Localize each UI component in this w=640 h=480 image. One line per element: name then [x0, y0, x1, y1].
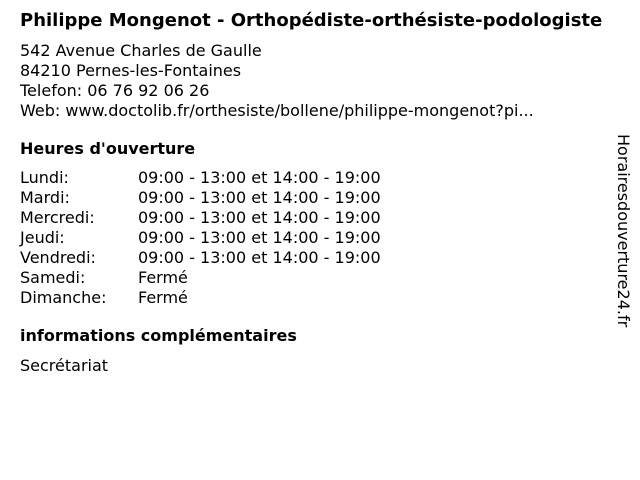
- hours-row-sunday: [20, 288, 606, 308]
- day-label: Samedi:: [20, 268, 86, 287]
- hours-row-wednesday: [20, 208, 606, 228]
- city-address: 84210 Pernes-les-Fontaines: [20, 61, 242, 80]
- listing-card: [20, 0, 606, 376]
- page-title: Philippe Mongenot - Orthopédiste-orthésiste-podologiste: [20, 10, 603, 31]
- site-watermark: Horairesdouverture24.fr: [614, 134, 633, 328]
- day-label: Mardi:: [20, 188, 70, 207]
- hours-row-tuesday: [20, 188, 606, 208]
- additional-info-heading: informations complémentaires: [20, 326, 297, 345]
- contact-block: [20, 41, 606, 121]
- street-address: 542 Avenue Charles de Gaulle: [20, 41, 262, 60]
- day-label: Dimanche:: [20, 288, 107, 307]
- hours-row-thursday: [20, 228, 606, 248]
- time-range: 09:00 - 13:00 et 14:00 - 19:00: [138, 168, 381, 187]
- day-label: Mercredi:: [20, 208, 95, 227]
- time-range: Fermé: [138, 288, 188, 307]
- time-range: 09:00 - 13:00 et 14:00 - 19:00: [138, 188, 381, 207]
- time-range: 09:00 - 13:00 et 14:00 - 19:00: [138, 228, 381, 247]
- additional-info-text: Secrétariat: [20, 356, 109, 375]
- hours-row-saturday: [20, 268, 606, 288]
- website-link[interactable]: Web: www.doctolib.fr/orthesiste/bollene/philippe-mongenot?pi...: [20, 101, 534, 120]
- time-range: 09:00 - 13:00 et 14:00 - 19:00: [138, 248, 381, 267]
- day-label: Lundi:: [20, 168, 69, 187]
- day-label: Jeudi:: [20, 228, 65, 247]
- opening-hours-heading: Heures d'ouverture: [20, 139, 196, 158]
- time-range: 09:00 - 13:00 et 14:00 - 19:00: [138, 208, 381, 227]
- opening-hours-table: [20, 168, 606, 308]
- hours-row-monday: [20, 168, 606, 188]
- day-label: Vendredi:: [20, 248, 96, 267]
- time-range: Fermé: [138, 268, 188, 287]
- phone-number[interactable]: Telefon: 06 76 92 06 26: [20, 81, 210, 100]
- hours-row-friday: [20, 248, 606, 268]
